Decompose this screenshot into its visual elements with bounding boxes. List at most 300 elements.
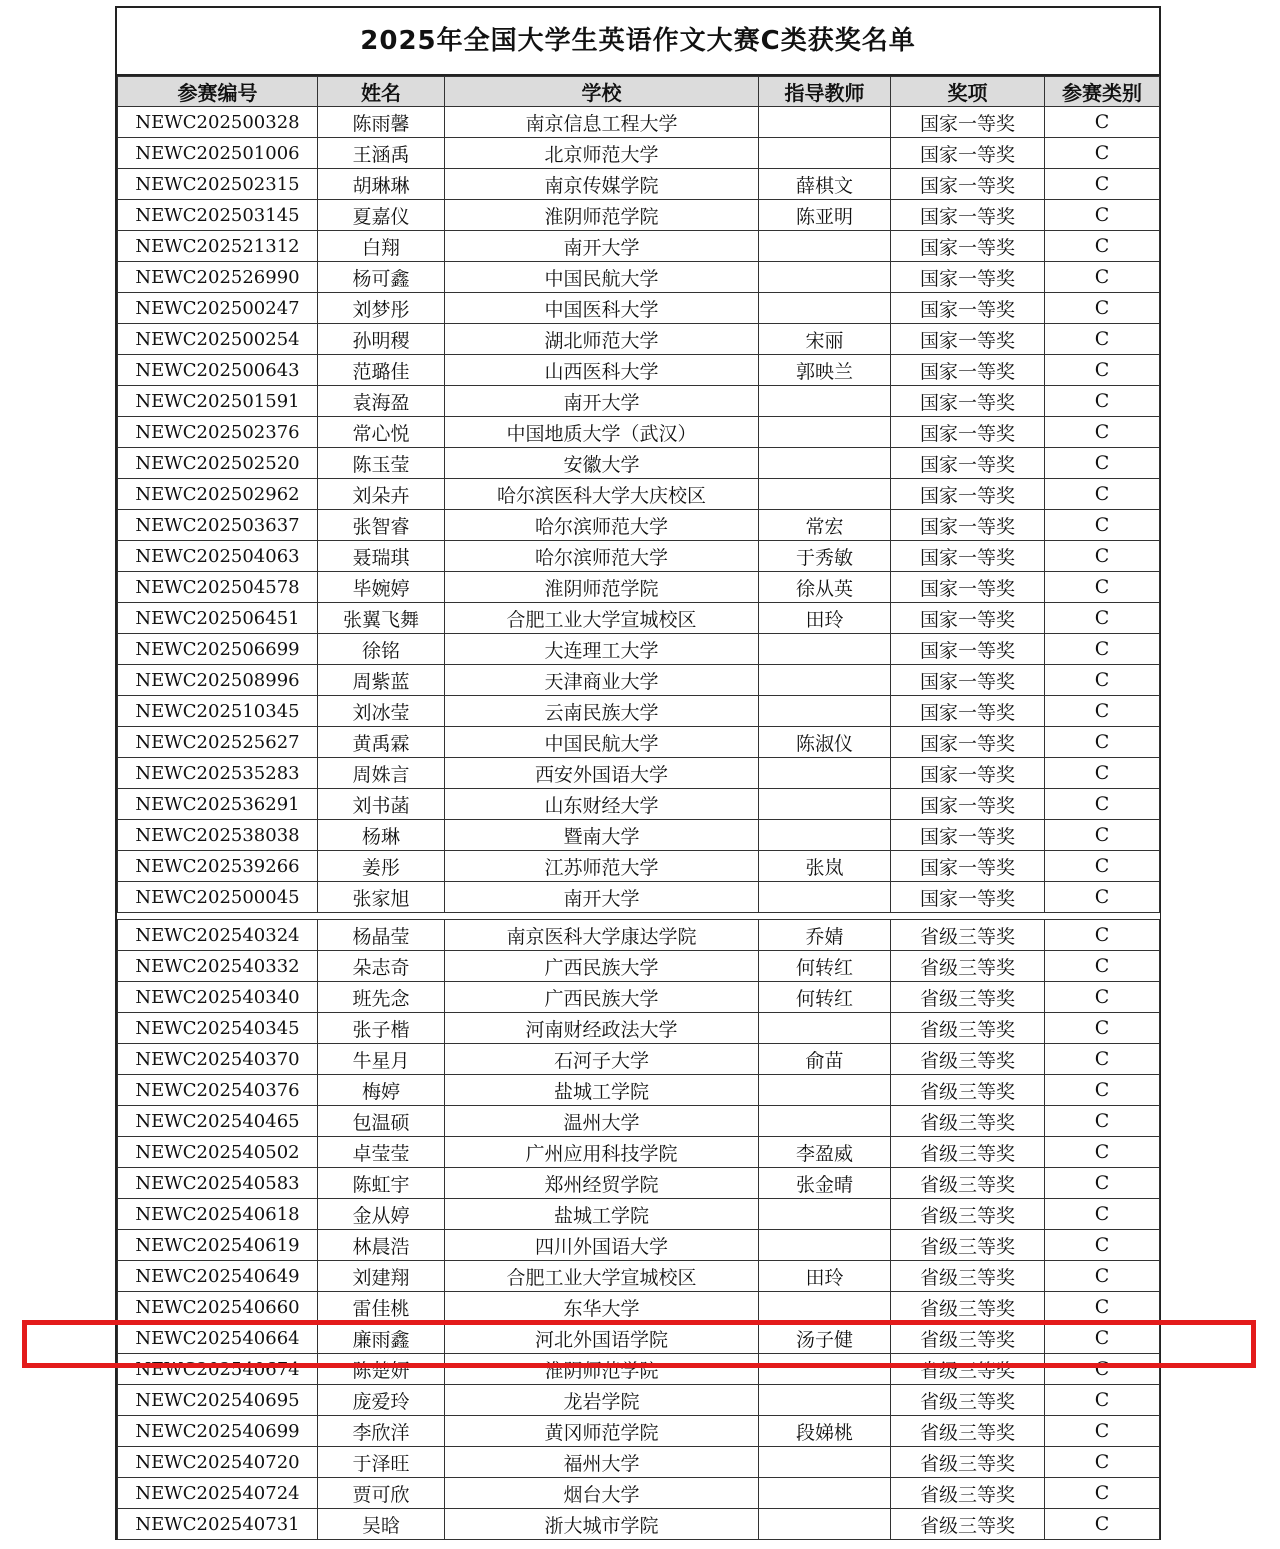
cell-school: 西安外国语大学 <box>445 758 759 789</box>
table-row <box>118 1044 1160 1075</box>
cell-award: 国家一等奖 <box>891 851 1045 882</box>
table-row <box>118 1385 1160 1416</box>
cell-id: NEWC202506451 <box>118 603 318 634</box>
cell-category: C <box>1045 951 1160 982</box>
cell-award: 省级三等奖 <box>891 1292 1045 1323</box>
cell-school: 淮阴师范学院 <box>445 572 759 603</box>
cell-award: 省级三等奖 <box>891 1075 1045 1106</box>
cell-id: NEWC202540583 <box>118 1168 318 1199</box>
cell-id: NEWC202540731 <box>118 1509 318 1540</box>
award-list-sheet <box>115 6 1161 1540</box>
cell-category: C <box>1045 727 1160 758</box>
header-teacher: 指导教师 <box>759 77 891 107</box>
cell-category: C <box>1045 758 1160 789</box>
cell-name: 雷佳桃 <box>318 1292 445 1323</box>
cell-name: 金从婷 <box>318 1199 445 1230</box>
cell-id: NEWC202540370 <box>118 1044 318 1075</box>
cell-id: NEWC202540345 <box>118 1013 318 1044</box>
cell-id: NEWC202540332 <box>118 951 318 982</box>
cell-name: 梅婷 <box>318 1075 445 1106</box>
cell-school: 广西民族大学 <box>445 951 759 982</box>
cell-name: 陈玉莹 <box>318 448 445 479</box>
cell-school: 南开大学 <box>445 386 759 417</box>
table-row <box>118 355 1160 386</box>
cell-school: 湖北师范大学 <box>445 324 759 355</box>
cell-award: 国家一等奖 <box>891 820 1045 851</box>
cell-id: NEWC202508996 <box>118 665 318 696</box>
cell-school: 南京医科大学康达学院 <box>445 920 759 951</box>
cell-school: 山东财经大学 <box>445 789 759 820</box>
cell-id: NEWC202506699 <box>118 634 318 665</box>
cell-school: 哈尔滨师范大学 <box>445 541 759 572</box>
cell-school: 哈尔滨师范大学 <box>445 510 759 541</box>
table-row <box>118 138 1160 169</box>
cell-award: 国家一等奖 <box>891 355 1045 386</box>
cell-id: NEWC202501006 <box>118 138 318 169</box>
cell-name: 陈虹宇 <box>318 1168 445 1199</box>
cell-id: NEWC202501591 <box>118 386 318 417</box>
cell-name: 张家旭 <box>318 882 445 913</box>
cell-teacher <box>759 820 891 851</box>
cell-category: C <box>1045 231 1160 262</box>
cell-category: C <box>1045 386 1160 417</box>
cell-school: 河北外国语学院 <box>445 1323 759 1354</box>
cell-award: 国家一等奖 <box>891 634 1045 665</box>
cell-award: 国家一等奖 <box>891 417 1045 448</box>
table-row <box>118 1509 1160 1540</box>
cell-teacher: 田玲 <box>759 603 891 634</box>
cell-id: NEWC202503637 <box>118 510 318 541</box>
cell-school: 云南民族大学 <box>445 696 759 727</box>
table-row <box>118 1261 1160 1292</box>
cell-award: 国家一等奖 <box>891 572 1045 603</box>
cell-id: NEWC202503145 <box>118 200 318 231</box>
cell-name: 夏嘉仪 <box>318 200 445 231</box>
cell-category: C <box>1045 1137 1160 1168</box>
cell-teacher: 薛棋文 <box>759 169 891 200</box>
cell-teacher: 陈亚明 <box>759 200 891 231</box>
cell-id: NEWC202540324 <box>118 920 318 951</box>
cell-id: NEWC202500328 <box>118 107 318 138</box>
cell-award: 国家一等奖 <box>891 324 1045 355</box>
cell-teacher <box>759 138 891 169</box>
cell-teacher <box>759 634 891 665</box>
cell-award: 省级三等奖 <box>891 1137 1045 1168</box>
cell-name: 杨可鑫 <box>318 262 445 293</box>
cell-teacher: 何转红 <box>759 951 891 982</box>
cell-school: 南京信息工程大学 <box>445 107 759 138</box>
cell-category: C <box>1045 1385 1160 1416</box>
cell-category: C <box>1045 448 1160 479</box>
cell-name: 贾可欣 <box>318 1478 445 1509</box>
cell-category: C <box>1045 1447 1160 1478</box>
cell-category: C <box>1045 1416 1160 1447</box>
cell-id: NEWC202538038 <box>118 820 318 851</box>
table-row <box>118 1478 1160 1509</box>
cell-teacher <box>759 758 891 789</box>
table-row <box>118 696 1160 727</box>
cell-id: NEWC202500247 <box>118 293 318 324</box>
cell-award: 国家一等奖 <box>891 386 1045 417</box>
cell-school: 盐城工学院 <box>445 1199 759 1230</box>
table-row <box>118 758 1160 789</box>
cell-award: 国家一等奖 <box>891 789 1045 820</box>
cell-category: C <box>1045 1292 1160 1323</box>
cell-category: C <box>1045 417 1160 448</box>
cell-name: 林晨浩 <box>318 1230 445 1261</box>
cell-school: 东华大学 <box>445 1292 759 1323</box>
cell-award: 国家一等奖 <box>891 262 1045 293</box>
cell-award: 国家一等奖 <box>891 200 1045 231</box>
cell-name: 王涵禹 <box>318 138 445 169</box>
cell-category: C <box>1045 1323 1160 1354</box>
cell-name: 刘朵卉 <box>318 479 445 510</box>
cell-category: C <box>1045 882 1160 913</box>
table-row <box>118 510 1160 541</box>
cell-school: 南开大学 <box>445 231 759 262</box>
provincial-award-rows <box>118 920 1160 1540</box>
cell-category: C <box>1045 1199 1160 1230</box>
cell-award: 省级三等奖 <box>891 1230 1045 1261</box>
cell-name: 吴晗 <box>318 1509 445 1540</box>
cell-school: 黄冈师范学院 <box>445 1416 759 1447</box>
cell-award: 国家一等奖 <box>891 665 1045 696</box>
cell-category: C <box>1045 1013 1160 1044</box>
cell-school: 四川外国语大学 <box>445 1230 759 1261</box>
cell-award: 省级三等奖 <box>891 982 1045 1013</box>
cell-teacher <box>759 231 891 262</box>
cell-name: 聂瑞琪 <box>318 541 445 572</box>
cell-category: C <box>1045 541 1160 572</box>
cell-name: 牛星月 <box>318 1044 445 1075</box>
cell-category: C <box>1045 851 1160 882</box>
cell-name: 常心悦 <box>318 417 445 448</box>
table-row <box>118 951 1160 982</box>
cell-category: C <box>1045 138 1160 169</box>
header-id: 参赛编号 <box>118 77 318 107</box>
cell-award: 国家一等奖 <box>891 727 1045 758</box>
cell-id: NEWC202536291 <box>118 789 318 820</box>
cell-award: 国家一等奖 <box>891 107 1045 138</box>
cell-school: 合肥工业大学宣城校区 <box>445 603 759 634</box>
cell-school: 浙大城市学院 <box>445 1509 759 1540</box>
cell-category: C <box>1045 820 1160 851</box>
cell-id: NEWC202540619 <box>118 1230 318 1261</box>
cell-award: 省级三等奖 <box>891 951 1045 982</box>
cell-category: C <box>1045 479 1160 510</box>
cell-school: 龙岩学院 <box>445 1385 759 1416</box>
header-school: 学校 <box>445 77 759 107</box>
cell-award: 国家一等奖 <box>891 541 1045 572</box>
table-row <box>118 1447 1160 1478</box>
table-row <box>118 1292 1160 1323</box>
cell-teacher <box>759 1447 891 1478</box>
cell-award: 省级三等奖 <box>891 920 1045 951</box>
cell-category: C <box>1045 262 1160 293</box>
cell-category: C <box>1045 1261 1160 1292</box>
cell-category: C <box>1045 1230 1160 1261</box>
cell-category: C <box>1045 1075 1160 1106</box>
cell-teacher <box>759 293 891 324</box>
page-title: 2025年全国大学生英语作文大赛C类获奖名单 <box>117 8 1159 76</box>
cell-award: 省级三等奖 <box>891 1106 1045 1137</box>
cell-school: 河南财经政法大学 <box>445 1013 759 1044</box>
cell-category: C <box>1045 696 1160 727</box>
cell-school: 中国民航大学 <box>445 262 759 293</box>
cell-name: 张智睿 <box>318 510 445 541</box>
cell-id: NEWC202540618 <box>118 1199 318 1230</box>
table-row <box>118 1013 1160 1044</box>
table-row <box>118 727 1160 758</box>
cell-school: 中国地质大学（武汉） <box>445 417 759 448</box>
cell-id: NEWC202526990 <box>118 262 318 293</box>
cell-teacher <box>759 107 891 138</box>
cell-name: 班先念 <box>318 982 445 1013</box>
cell-teacher: 田玲 <box>759 1261 891 1292</box>
cell-name: 庞爱玲 <box>318 1385 445 1416</box>
cell-id: NEWC202504578 <box>118 572 318 603</box>
cell-school: 广西民族大学 <box>445 982 759 1013</box>
cell-award: 省级三等奖 <box>891 1385 1045 1416</box>
cell-award: 省级三等奖 <box>891 1044 1045 1075</box>
cell-name: 张子楷 <box>318 1013 445 1044</box>
cell-id: NEWC202540376 <box>118 1075 318 1106</box>
cell-teacher <box>759 1509 891 1540</box>
cell-id: NEWC202510345 <box>118 696 318 727</box>
cell-id: NEWC202540465 <box>118 1106 318 1137</box>
table-row <box>118 920 1160 951</box>
cell-award: 国家一等奖 <box>891 479 1045 510</box>
table-row <box>118 603 1160 634</box>
header-name: 姓名 <box>318 77 445 107</box>
cell-name: 毕婉婷 <box>318 572 445 603</box>
table-row <box>118 1106 1160 1137</box>
cell-teacher: 俞苗 <box>759 1044 891 1075</box>
cell-teacher <box>759 1385 891 1416</box>
cell-id: NEWC202502520 <box>118 448 318 479</box>
cell-id: NEWC202535283 <box>118 758 318 789</box>
cell-school: 天津商业大学 <box>445 665 759 696</box>
cell-teacher <box>759 386 891 417</box>
cell-award: 国家一等奖 <box>891 231 1045 262</box>
cell-id: NEWC202502315 <box>118 169 318 200</box>
cell-teacher <box>759 1199 891 1230</box>
cell-teacher: 常宏 <box>759 510 891 541</box>
cell-school: 中国民航大学 <box>445 727 759 758</box>
cell-award: 省级三等奖 <box>891 1509 1045 1540</box>
cell-school: 盐城工学院 <box>445 1075 759 1106</box>
cell-school: 安徽大学 <box>445 448 759 479</box>
table-row <box>118 200 1160 231</box>
cell-school: 南京传媒学院 <box>445 169 759 200</box>
table-row <box>118 386 1160 417</box>
cell-id: NEWC202504063 <box>118 541 318 572</box>
cell-teacher: 于秀敏 <box>759 541 891 572</box>
cell-name: 廉雨鑫 <box>318 1323 445 1354</box>
table-row <box>118 1075 1160 1106</box>
cell-teacher <box>759 665 891 696</box>
cell-category: C <box>1045 510 1160 541</box>
cell-award: 省级三等奖 <box>891 1261 1045 1292</box>
cell-name: 周紫蓝 <box>318 665 445 696</box>
cell-id: NEWC202540724 <box>118 1478 318 1509</box>
cell-school: 中国医科大学 <box>445 293 759 324</box>
cell-teacher: 宋丽 <box>759 324 891 355</box>
cell-award: 省级三等奖 <box>891 1416 1045 1447</box>
cell-school: 北京师范大学 <box>445 138 759 169</box>
table-row <box>118 479 1160 510</box>
cell-school: 福州大学 <box>445 1447 759 1478</box>
cell-teacher: 郭映兰 <box>759 355 891 386</box>
cell-school: 哈尔滨医科大学大庆校区 <box>445 479 759 510</box>
section-gap <box>118 913 1160 920</box>
cell-category: C <box>1045 572 1160 603</box>
cell-name: 袁海盈 <box>318 386 445 417</box>
cell-category: C <box>1045 293 1160 324</box>
cell-id: NEWC202500045 <box>118 882 318 913</box>
table-row <box>118 572 1160 603</box>
table-row <box>118 448 1160 479</box>
cell-category: C <box>1045 1168 1160 1199</box>
table-row <box>118 169 1160 200</box>
cell-teacher: 李盈威 <box>759 1137 891 1168</box>
cell-category: C <box>1045 634 1160 665</box>
cell-award: 国家一等奖 <box>891 293 1045 324</box>
cell-category: C <box>1045 665 1160 696</box>
table-row <box>118 231 1160 262</box>
cell-teacher <box>759 479 891 510</box>
table-row <box>118 1416 1160 1447</box>
cell-id: NEWC202539266 <box>118 851 318 882</box>
cell-teacher <box>759 417 891 448</box>
cell-school: 石河子大学 <box>445 1044 759 1075</box>
cell-school: 郑州经贸学院 <box>445 1168 759 1199</box>
cell-teacher: 徐从英 <box>759 572 891 603</box>
table-row <box>118 1230 1160 1261</box>
cell-school: 暨南大学 <box>445 820 759 851</box>
cell-id: NEWC202540660 <box>118 1292 318 1323</box>
cell-id: NEWC202540649 <box>118 1261 318 1292</box>
table-row <box>118 851 1160 882</box>
cell-id: NEWC202540699 <box>118 1416 318 1447</box>
cell-school: 烟台大学 <box>445 1478 759 1509</box>
cell-name: 周姝言 <box>318 758 445 789</box>
cell-id: NEWC202540340 <box>118 982 318 1013</box>
cell-award: 国家一等奖 <box>891 448 1045 479</box>
cell-id: NEWC202525627 <box>118 727 318 758</box>
cell-category: C <box>1045 920 1160 951</box>
cell-teacher <box>759 696 891 727</box>
cell-name: 李欣洋 <box>318 1416 445 1447</box>
cell-name: 包温硕 <box>318 1106 445 1137</box>
table-row <box>118 262 1160 293</box>
cell-category: C <box>1045 169 1160 200</box>
cell-award: 省级三等奖 <box>891 1447 1045 1478</box>
cell-award: 国家一等奖 <box>891 603 1045 634</box>
cell-school: 大连理工大学 <box>445 634 759 665</box>
cell-name: 卓莹莹 <box>318 1137 445 1168</box>
cell-award: 国家一等奖 <box>891 510 1045 541</box>
cell-school: 广州应用科技学院 <box>445 1137 759 1168</box>
header-category: 参赛类别 <box>1045 77 1160 107</box>
table-row <box>118 820 1160 851</box>
cell-category: C <box>1045 603 1160 634</box>
cell-teacher <box>759 1230 891 1261</box>
cell-teacher <box>759 1075 891 1106</box>
cell-name: 刘冰莹 <box>318 696 445 727</box>
cell-category: C <box>1045 1478 1160 1509</box>
cell-school: 温州大学 <box>445 1106 759 1137</box>
cell-teacher <box>759 1106 891 1137</box>
cell-id: NEWC202500643 <box>118 355 318 386</box>
cell-name: 朵志奇 <box>318 951 445 982</box>
cell-name: 徐铭 <box>318 634 445 665</box>
cell-award: 国家一等奖 <box>891 758 1045 789</box>
cell-award: 省级三等奖 <box>891 1478 1045 1509</box>
cell-award: 国家一等奖 <box>891 696 1045 727</box>
gap-cell <box>118 913 1160 920</box>
cell-id: NEWC202521312 <box>118 231 318 262</box>
cell-name: 刘梦彤 <box>318 293 445 324</box>
table-row <box>118 634 1160 665</box>
cell-teacher <box>759 789 891 820</box>
cell-name: 杨晶莹 <box>318 920 445 951</box>
cell-teacher: 张岚 <box>759 851 891 882</box>
cell-award: 省级三等奖 <box>891 1199 1045 1230</box>
cell-id: NEWC202502962 <box>118 479 318 510</box>
cell-name: 黄禹霖 <box>318 727 445 758</box>
table-row <box>118 665 1160 696</box>
cell-teacher <box>759 1478 891 1509</box>
cell-id: NEWC202500254 <box>118 324 318 355</box>
cell-award: 省级三等奖 <box>891 1323 1045 1354</box>
table-row <box>118 107 1160 138</box>
cell-school: 淮阴师范学院 <box>445 200 759 231</box>
table-row <box>118 293 1160 324</box>
cell-teacher: 何转红 <box>759 982 891 1013</box>
table-row <box>118 324 1160 355</box>
cell-id: NEWC202540720 <box>118 1447 318 1478</box>
cell-name: 胡琳琳 <box>318 169 445 200</box>
cell-name: 陈雨馨 <box>318 107 445 138</box>
cell-name: 张翼飞舞 <box>318 603 445 634</box>
cell-teacher: 陈淑仪 <box>759 727 891 758</box>
cell-school: 合肥工业大学宣城校区 <box>445 1261 759 1292</box>
cell-category: C <box>1045 789 1160 820</box>
cell-name: 于泽旺 <box>318 1447 445 1478</box>
national-award-rows <box>118 107 1160 913</box>
cell-id: NEWC202502376 <box>118 417 318 448</box>
cell-school: 山西医科大学 <box>445 355 759 386</box>
cell-award: 省级三等奖 <box>891 1168 1045 1199</box>
cell-category: C <box>1045 1509 1160 1540</box>
cell-teacher: 乔婧 <box>759 920 891 951</box>
cell-name: 刘建翔 <box>318 1261 445 1292</box>
header-award: 奖项 <box>891 77 1045 107</box>
cell-school: 淮阴师范学院 <box>445 1354 759 1385</box>
cell-id: NEWC202540664 <box>118 1323 318 1354</box>
table-row <box>118 882 1160 913</box>
cell-school: 江苏师范大学 <box>445 851 759 882</box>
table-row <box>118 1199 1160 1230</box>
cell-category: C <box>1045 1044 1160 1075</box>
cell-category: C <box>1045 1354 1160 1385</box>
cell-id: NEWC202540502 <box>118 1137 318 1168</box>
table-row <box>118 541 1160 572</box>
table-row <box>118 417 1160 448</box>
table-row <box>118 982 1160 1013</box>
cell-name: 陈楚妍 <box>318 1354 445 1385</box>
